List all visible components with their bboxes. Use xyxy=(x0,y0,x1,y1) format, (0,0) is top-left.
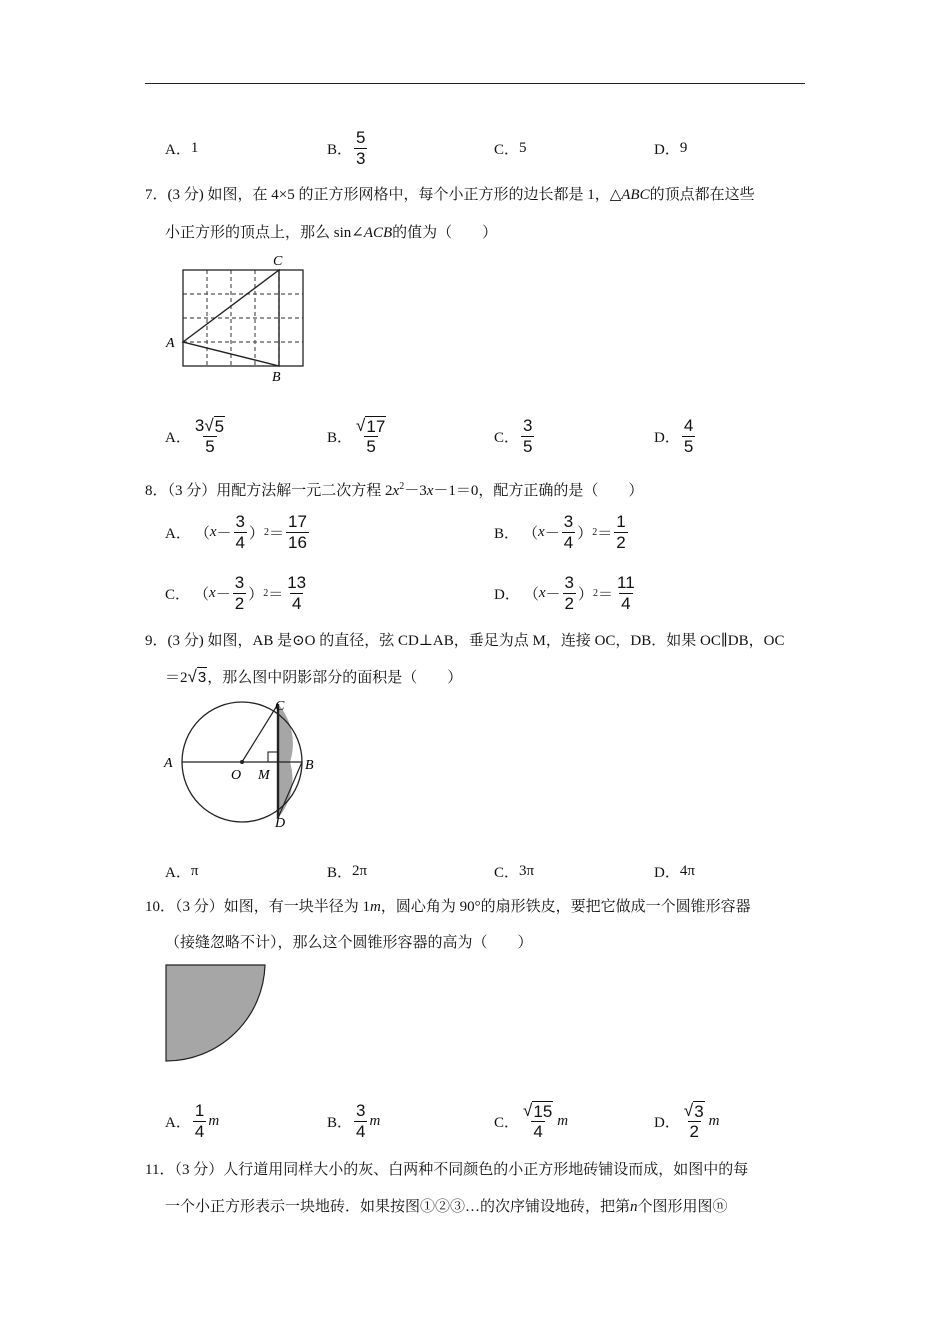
fraction xyxy=(615,573,637,614)
text: 9．(3 分) 如图，AB 是⊙O 的直径，弦 CD⊥AB，垂足为点 M，连接 OC，DB．如果 OC∥DB，OC xyxy=(145,633,785,649)
fraction xyxy=(286,512,309,553)
option-value: 2π xyxy=(352,863,368,879)
fraction xyxy=(285,573,308,614)
text: ＝2 xyxy=(165,670,188,686)
denominator: 5 xyxy=(523,437,533,456)
right-angle-mark xyxy=(268,752,278,762)
option-label: C． xyxy=(494,430,520,446)
fraction xyxy=(521,416,534,457)
fraction xyxy=(234,512,247,553)
option-label: D． xyxy=(654,865,680,881)
denominator: 3 xyxy=(356,149,366,168)
fraction xyxy=(682,1101,707,1142)
label-o: O xyxy=(231,768,242,783)
text: 11．（3 分）人行道用同样大小的灰、白两种不同颜色的小正方形地砖铺设而成，如图中的每 xyxy=(145,1162,749,1178)
option-label: B． xyxy=(327,1115,353,1131)
option-label: A． xyxy=(165,865,191,881)
header-rule xyxy=(145,83,805,84)
numerator xyxy=(193,416,227,436)
numerator: 17 xyxy=(288,512,307,531)
label-a: A xyxy=(166,336,175,351)
numerator: 3 xyxy=(234,573,245,592)
exponent: 2 xyxy=(263,588,269,599)
label-m: M xyxy=(258,768,270,783)
q8-option-b[interactable] xyxy=(494,512,630,553)
denominator: 5 xyxy=(205,437,215,456)
text: 一个小正方形表示一块地砖．如果按图①②③…的次序铺设地砖，把第 xyxy=(165,1199,631,1215)
denominator: 5 xyxy=(683,437,694,456)
radicand: 5 xyxy=(214,417,225,436)
option-label: A． xyxy=(165,526,191,542)
q6-option-c[interactable] xyxy=(494,138,527,159)
q6-option-d[interactable] xyxy=(654,138,687,159)
denominator: 4 xyxy=(563,533,574,552)
option-label: C． xyxy=(494,865,520,881)
var: x xyxy=(209,585,216,601)
radicand: 3 xyxy=(197,668,207,686)
numerator xyxy=(521,1101,555,1121)
var: x xyxy=(209,524,217,540)
q6-option-a[interactable] xyxy=(165,138,198,159)
text: 10．（3 分）如图，有一块半径为 1 xyxy=(145,899,371,915)
q8-option-c[interactable] xyxy=(165,573,310,614)
option-label: B． xyxy=(327,865,353,881)
numerator xyxy=(354,416,388,436)
exponent: 2 xyxy=(592,527,598,538)
label-d: D xyxy=(275,816,286,831)
coefficient: 3 xyxy=(194,416,205,435)
q7-option-d[interactable] xyxy=(654,416,697,457)
sqrt: √ 3 xyxy=(187,666,207,686)
text: 8．（3 分）用配方法解一元二次方程 2 xyxy=(145,483,393,499)
minus: － xyxy=(215,587,231,603)
var: n xyxy=(630,1199,638,1215)
radicand: 17 xyxy=(366,417,386,436)
minus: － xyxy=(545,587,561,603)
denominator: 2 xyxy=(689,1122,699,1141)
label-a: A xyxy=(164,756,173,771)
denominator: 4 xyxy=(356,1122,366,1141)
label-b: B xyxy=(305,758,314,773)
denominator: 4 xyxy=(621,594,631,613)
equals: ＝ xyxy=(597,526,613,542)
unit: m xyxy=(708,1113,720,1129)
paren-open: （ xyxy=(194,587,210,603)
paren-close: ） xyxy=(578,587,594,603)
q8-option-a[interactable] xyxy=(165,512,311,553)
denominator: 16 xyxy=(288,533,307,552)
option-value: 1 xyxy=(190,140,199,156)
q8-option-d[interactable] xyxy=(494,573,639,614)
numerator: 3 xyxy=(563,512,574,531)
q7-option-c[interactable] xyxy=(494,416,536,457)
q6-option-b[interactable] xyxy=(327,128,369,169)
numerator: 3 xyxy=(356,1101,366,1120)
fraction xyxy=(193,1101,206,1142)
paren-open: （ xyxy=(194,526,210,542)
q9-stem-line1 xyxy=(145,630,784,652)
center-dot xyxy=(240,760,244,764)
sqrt: √ 17 xyxy=(356,416,386,436)
sqrt: √ 3 xyxy=(683,1101,704,1121)
fraction xyxy=(354,128,367,169)
minus: － xyxy=(544,526,560,542)
numerator: 13 xyxy=(287,573,307,592)
option-value: 9 xyxy=(679,140,688,156)
option-label: B． xyxy=(494,526,520,542)
denominator: 2 xyxy=(564,594,575,613)
paren-close: ） xyxy=(248,587,264,603)
option-label: A． xyxy=(165,1115,191,1131)
numerator: 3 xyxy=(564,573,575,592)
text: （接缝忽略不计），那么这个圆锥形容器的高为（ ） xyxy=(165,935,533,951)
text: －1＝0，配方正确的是（ ） xyxy=(433,483,644,499)
option-label: A． xyxy=(165,142,191,158)
q7-option-a[interactable] xyxy=(165,416,229,457)
option-value: 3π xyxy=(519,863,535,879)
option-value: 4π xyxy=(679,863,695,879)
var: x xyxy=(538,585,546,601)
paren-close: ） xyxy=(249,526,265,542)
text: ，圆心角为 90°的扇形铁皮，要把它做成一个圆锥形容器 xyxy=(380,899,751,915)
fraction xyxy=(614,512,627,553)
sqrt: √ 15 xyxy=(523,1101,553,1121)
q9-option-c[interactable] xyxy=(494,861,534,882)
q9-circle-figure xyxy=(160,692,330,832)
fraction xyxy=(682,416,695,457)
numerator: 4 xyxy=(683,416,694,435)
radicand: 15 xyxy=(533,1102,553,1121)
var: ABC xyxy=(621,187,650,203)
option-label: C． xyxy=(494,1115,520,1131)
q11-stem-line1 xyxy=(145,1159,748,1181)
unit: m xyxy=(370,899,381,915)
q8-stem xyxy=(145,476,643,502)
var: ACB xyxy=(363,225,393,241)
denominator: 2 xyxy=(616,533,626,552)
fraction xyxy=(563,573,576,614)
exponent: 2 xyxy=(264,527,270,538)
denominator: 4 xyxy=(533,1122,543,1141)
denominator: 4 xyxy=(235,533,246,552)
paren-open: （ xyxy=(523,587,539,603)
q9-stem-line2 xyxy=(165,666,462,687)
option-label: A． xyxy=(165,430,191,446)
option-label: D． xyxy=(494,587,520,603)
q7-grid-figure xyxy=(160,248,320,388)
q7-option-b[interactable] xyxy=(327,416,390,457)
sqrt: √ 5 xyxy=(204,416,225,436)
q10-option-d[interactable] xyxy=(654,1101,720,1142)
fraction xyxy=(354,416,388,457)
q9-option-b[interactable] xyxy=(327,861,367,882)
radicand: 3 xyxy=(694,1102,704,1121)
q7-stem-line2 xyxy=(165,222,497,244)
option-label: B． xyxy=(327,142,353,158)
fraction xyxy=(354,1101,367,1142)
q10-stem-line1 xyxy=(145,896,751,918)
text: 7．(3 分) 如图，在 4×5 的正方形网格中，每个小正方形的边长都是 1，△ xyxy=(145,187,622,203)
paren-open: （ xyxy=(523,526,539,542)
label-c: C xyxy=(273,254,283,269)
option-label: C． xyxy=(494,142,520,158)
numerator: 3 xyxy=(523,416,533,435)
q10-stem-line2 xyxy=(165,932,533,954)
numerator: 3 xyxy=(235,512,246,531)
denominator: 4 xyxy=(194,1122,205,1141)
q7-stem-line1 xyxy=(145,184,755,206)
q11-stem-line2 xyxy=(165,1196,728,1218)
exponent: 2 xyxy=(593,588,599,599)
equals: ＝ xyxy=(268,587,284,603)
segment-oc xyxy=(242,704,278,762)
unit: m xyxy=(369,1113,381,1129)
var: x xyxy=(392,483,400,499)
denominator: 4 xyxy=(291,594,302,613)
grid-dashed-lines xyxy=(183,270,303,366)
text: 小正方形的顶点上，那么 sin∠ xyxy=(165,225,364,241)
var: x xyxy=(426,483,434,499)
fraction xyxy=(193,416,227,457)
numerator: 11 xyxy=(617,573,635,592)
numerator: 1 xyxy=(616,512,626,531)
q10-option-a[interactable] xyxy=(165,1101,219,1142)
option-label: C． xyxy=(165,587,191,603)
fraction xyxy=(521,1101,555,1142)
text: ，那么图中阴影部分的面积是（ ） xyxy=(207,670,463,686)
denominator: 2 xyxy=(234,594,245,613)
minus: － xyxy=(216,526,232,542)
numerator xyxy=(682,1101,707,1121)
text: 个图形用图ⓝ xyxy=(637,1199,728,1215)
text: －3 xyxy=(404,483,427,499)
unit: m xyxy=(557,1113,569,1129)
option-value: 5 xyxy=(519,140,527,156)
option-value: π xyxy=(190,863,199,879)
paren-close: ） xyxy=(577,526,593,542)
denominator: 5 xyxy=(366,437,376,456)
option-label: D． xyxy=(654,430,680,446)
numerator: 5 xyxy=(356,128,366,147)
q10-option-c[interactable] xyxy=(494,1101,568,1142)
unit: m xyxy=(208,1113,220,1129)
option-label: B． xyxy=(327,430,353,446)
q10-sector-figure xyxy=(160,960,275,1070)
fraction xyxy=(562,512,575,553)
option-label: D． xyxy=(654,1115,680,1131)
fraction xyxy=(233,573,246,614)
exponent: 2 xyxy=(399,481,405,492)
var: x xyxy=(538,524,545,540)
label-c: C xyxy=(275,699,285,714)
equals: ＝ xyxy=(269,526,285,542)
text: 的顶点都在这些 xyxy=(649,187,755,203)
q9-option-d[interactable] xyxy=(654,861,695,882)
q9-option-a[interactable] xyxy=(165,861,198,882)
option-label: D． xyxy=(654,142,680,158)
label-b: B xyxy=(272,370,281,385)
text: 的值为（ ） xyxy=(392,225,498,241)
sector-shape xyxy=(166,965,265,1061)
equals: ＝ xyxy=(598,587,614,603)
q10-option-b[interactable] xyxy=(327,1101,380,1142)
numerator: 1 xyxy=(194,1101,205,1120)
